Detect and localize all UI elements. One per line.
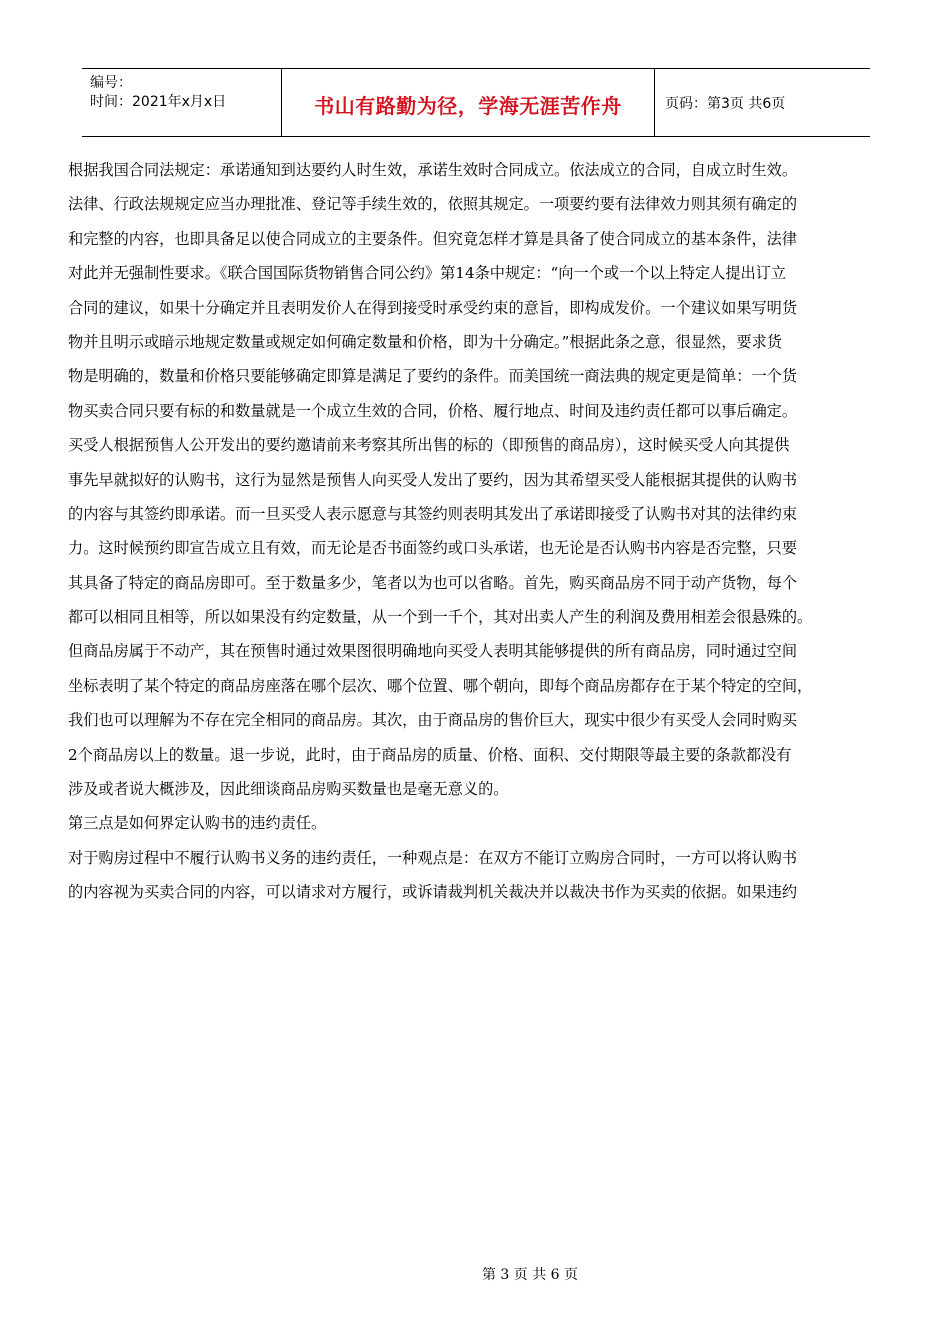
- body-line: 力。这时候预约即宣告成立且有效，而无论是否书面签约或口头承诺，也无论是否认购书内容是否完整，只要: [68, 539, 797, 558]
- body-line: 其具备了特定的商品房即可。至于数量多少，笔者以为也可以省略。首先，购买商品房不同于动产货物，每个: [68, 573, 797, 592]
- document-body: [68, 153, 888, 910]
- body-line: 涉及或者说大概涉及，因此细谈商品房购买数量也是毫无意义的。: [68, 780, 509, 799]
- header-meta-cell: [82, 69, 282, 136]
- number-label: 编号：: [90, 75, 132, 91]
- body-line: 买受人根据预售人公开发出的要约邀请前来考察其所出售的标的（即预售的商品房），这时候买受人向其提供: [68, 436, 790, 455]
- body-line: 和完整的内容，也即具备足以使合同成立的主要条件。但究竟怎样才算是具备了使合同成立的基本条件，法律: [68, 229, 797, 248]
- document-header: [82, 68, 870, 137]
- body-line: 事先早就拟好的认购书，这行为显然是预售人向买受人发出了要约，因为其希望买受人能根据其提供的认购书: [68, 470, 797, 489]
- page-code: 页码：第3页 共6页: [665, 95, 786, 112]
- body-line: 2个商品房以上的数量。退一步说，此时，由于商品房的质量、价格、面积、交付期限等最主要的条款都没有: [68, 745, 792, 764]
- body-line: 对此并无强制性要求。《联合国国际货物销售合同公约》第14条中规定：“向一个或一个以上特定人提出订立: [68, 264, 787, 283]
- body-line: 坐标表明了某个特定的商品房座落在哪个层次、哪个位置、哪个朝向，即每个商品房都存在于某个特定的空间，: [68, 676, 813, 695]
- body-line: 物并且明示或暗示地规定数量或规定如何确定数量和价格，即为十分确定。”根据此条之意，很显然，要求货: [68, 332, 782, 351]
- body-line: 但商品房属于不动产，其在预售时通过效果图很明确地向买受人表明其能够提供的所有商品房，同时通过空间: [68, 642, 797, 661]
- body-line: 合同的建议，如果十分确定并且表明发价人在得到接受时承受约束的意旨，即构成发价。一个建议如果写明货: [68, 298, 797, 317]
- header-motto-cell: [282, 69, 655, 136]
- header-page-cell: [655, 69, 870, 136]
- body-line: 都可以相同且相等，所以如果没有约定数量，从一个到一千个，其对出卖人产生的利润及费用相差会很悬殊的。: [68, 608, 813, 627]
- body-line: 物是明确的，数量和价格只要能够确定即算是满足了要约的条件。而美国统一商法典的规定更是简单：一个货: [68, 367, 797, 386]
- body-line: 法律、行政法规规定应当办理批准、登记等手续生效的，依照其规定。一项要约要有法律效力则其须有确定的: [68, 195, 797, 214]
- body-line: 根据我国合同法规定：承诺通知到达要约人时生效，承诺生效时合同成立。依法成立的合同，自成立时生效。: [68, 161, 797, 179]
- body-line: 第三点是如何界定认购书的违约责任。: [68, 814, 327, 833]
- body-line: 的内容与其签约即承诺。而一旦买受人表示愿意与其签约则表明其发出了承诺即接受了认购书对其的法律约束: [68, 504, 797, 523]
- motto-text: 书山有路勤为径，学海无涯苦作舟: [314, 94, 622, 118]
- body-line: 物买卖合同只要有标的和数量就是一个成立生效的合同，价格、履行地点、时间及违约责任都可以事后确定。: [68, 401, 797, 420]
- body-line: 我们也可以理解为不存在完全相同的商品房。其次，由于商品房的售价巨大，现实中很少有买受人会同时购买: [68, 711, 797, 730]
- body-line: 对于购房过程中不履行认购书义务的违约责任，一种观点是：在双方不能订立购房合同时，一方可以将认购书: [68, 848, 797, 867]
- page-footer: 第 3 页 共 6 页: [481, 1267, 579, 1283]
- time-label: 时间：2021年x月x日: [90, 94, 227, 110]
- body-line: 的内容视为买卖合同的内容，可以请求对方履行，或诉请裁判机关裁决并以裁决书作为买卖的依据。如果违约: [68, 883, 797, 902]
